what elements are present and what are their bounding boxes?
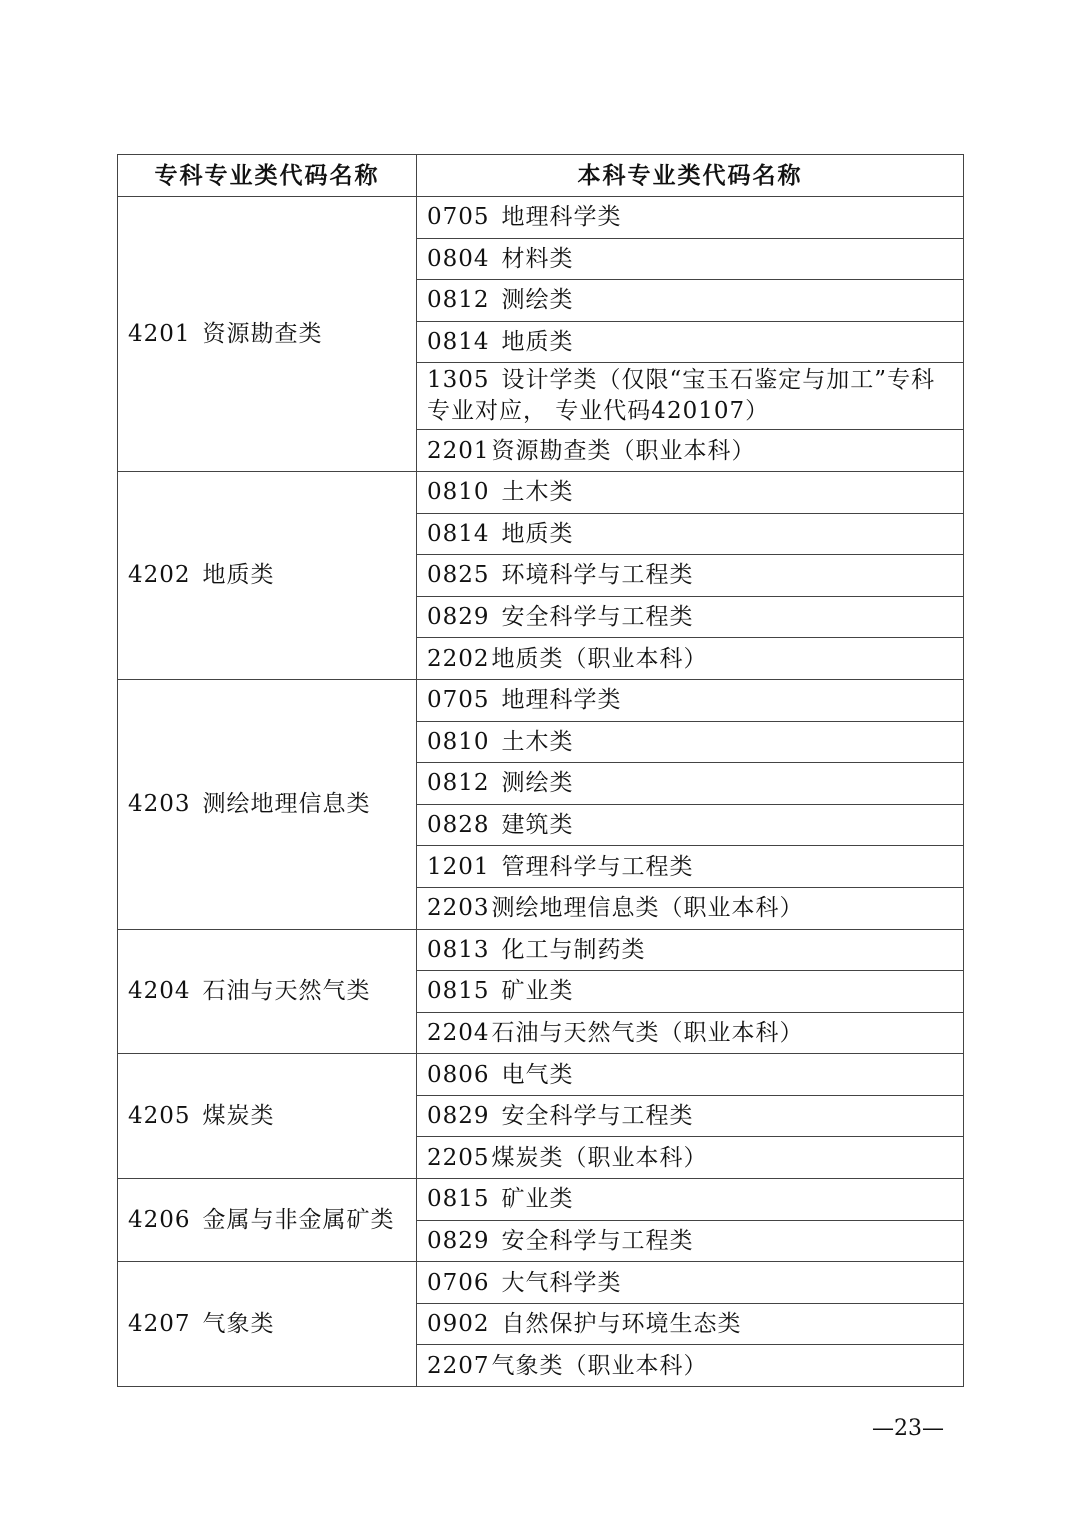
undergraduate-major-cell [417, 1137, 964, 1179]
header-row [118, 155, 964, 197]
undergraduate-major-cell [417, 555, 964, 597]
undergraduate-major-cell [417, 721, 964, 763]
vocational-major-cell [118, 197, 417, 472]
undergraduate-major-cell [417, 513, 964, 555]
undergraduate-major-cell [417, 238, 964, 280]
undergraduate-major-name: 地理科学类 [501, 204, 622, 231]
undergraduate-major-name: 自然保护与环境生态类 [501, 1311, 742, 1338]
undergraduate-major-name: 气象类（职业本科） [491, 1352, 708, 1379]
undergraduate-major-name: 石油与天然气类（职业本科） [491, 1019, 804, 1046]
undergraduate-major-name: 测绘类 [501, 287, 574, 314]
undergraduate-major-name: 测绘类 [501, 770, 574, 797]
undergraduate-major-code: 0815 [427, 978, 490, 1005]
undergraduate-major-name: 矿业类 [501, 1186, 574, 1213]
vocational-major-code: 4202 [128, 562, 191, 589]
undergraduate-major-name: 地质类（职业本科） [491, 645, 708, 672]
undergraduate-major-cell [417, 471, 964, 513]
undergraduate-major-code: 0810 [427, 728, 490, 755]
undergraduate-major-code: 0806 [427, 1061, 490, 1088]
vocational-major-code: 4206 [128, 1207, 191, 1234]
undergraduate-major-code: 0810 [427, 479, 490, 506]
vocational-major-code: 4207 [128, 1311, 191, 1338]
undergraduate-major-name: 资源勘查类（职业本科） [491, 437, 756, 464]
vocational-major-code: 4205 [128, 1103, 191, 1130]
vocational-major-name: 测绘地理信息类 [202, 791, 371, 818]
undergraduate-major-name: 管理科学与工程类 [501, 853, 694, 880]
undergraduate-major-name: 煤炭类（职业本科） [491, 1144, 708, 1171]
undergraduate-major-name: 安全科学与工程类 [501, 1227, 694, 1254]
undergraduate-major-cell [417, 321, 964, 363]
undergraduate-major-cell [417, 363, 964, 430]
undergraduate-major-cell [417, 1345, 964, 1387]
undergraduate-major-name: 测绘地理信息类（职业本科） [491, 895, 804, 922]
undergraduate-major-code: 2203 [427, 895, 490, 922]
undergraduate-major-code: 0902 [427, 1311, 490, 1338]
undergraduate-major-code: 0814 [427, 329, 490, 356]
undergraduate-major-cell [417, 804, 964, 846]
undergraduate-major-code: 0825 [427, 562, 490, 589]
undergraduate-major-code: 0804 [427, 245, 490, 272]
header-vocational: 专科专业类代码名称 [118, 155, 417, 197]
undergraduate-major-name: 大气科学类 [501, 1269, 622, 1296]
undergraduate-major-cell [417, 1054, 964, 1096]
vocational-major-cell [118, 471, 417, 679]
undergraduate-major-cell [417, 846, 964, 888]
table-body [118, 197, 964, 1387]
undergraduate-major-name: 化工与制药类 [501, 936, 646, 963]
undergraduate-major-name: 地质类 [501, 520, 574, 547]
undergraduate-major-cell [417, 887, 964, 929]
undergraduate-major-code: 1201 [427, 853, 490, 880]
undergraduate-major-name: 安全科学与工程类 [501, 1103, 694, 1130]
undergraduate-major-name: 建筑类 [501, 812, 574, 839]
undergraduate-major-code: 0813 [427, 936, 490, 963]
undergraduate-major-code: 0828 [427, 812, 490, 839]
undergraduate-major-cell [417, 1012, 964, 1054]
major-mapping-table [117, 154, 964, 1387]
table-row [118, 679, 964, 721]
undergraduate-major-name: 矿业类 [501, 978, 574, 1005]
undergraduate-major-name: 安全科学与工程类 [501, 604, 694, 631]
undergraduate-major-code: 0815 [427, 1186, 490, 1213]
undergraduate-major-name: 土木类 [501, 479, 574, 506]
table-row [118, 1179, 964, 1221]
table-row [118, 1262, 964, 1304]
vocational-major-name: 煤炭类 [202, 1103, 275, 1130]
undergraduate-major-name: 电气类 [501, 1061, 574, 1088]
undergraduate-major-cell [417, 596, 964, 638]
undergraduate-major-code: 2202 [427, 645, 490, 672]
undergraduate-major-code: 2207 [427, 1352, 490, 1379]
table-row [118, 1054, 964, 1096]
undergraduate-major-code: 2205 [427, 1144, 490, 1171]
undergraduate-major-name: 环境科学与工程类 [501, 562, 694, 589]
undergraduate-major-code: 2204 [427, 1019, 490, 1046]
undergraduate-major-cell [417, 430, 964, 472]
undergraduate-major-cell [417, 1179, 964, 1221]
vocational-major-cell [118, 1179, 417, 1262]
undergraduate-major-code: 0829 [427, 604, 490, 631]
undergraduate-major-name: 地理科学类 [501, 687, 622, 714]
header-undergraduate: 本科专业类代码名称 [417, 155, 964, 197]
undergraduate-major-cell [417, 1262, 964, 1304]
undergraduate-major-code: 0705 [427, 204, 490, 231]
undergraduate-major-cell [417, 197, 964, 239]
undergraduate-major-code: 0705 [427, 687, 490, 714]
vocational-major-code: 4201 [128, 320, 191, 347]
undergraduate-major-code: 0812 [427, 770, 490, 797]
table-row [118, 929, 964, 971]
vocational-major-cell [118, 1054, 417, 1179]
vocational-major-cell [118, 679, 417, 929]
undergraduate-major-cell [417, 971, 964, 1013]
undergraduate-major-cell [417, 763, 964, 805]
vocational-major-name: 资源勘查类 [202, 320, 323, 347]
vocational-major-name: 气象类 [202, 1311, 275, 1338]
table-row [118, 471, 964, 513]
undergraduate-major-code: 0812 [427, 287, 490, 314]
undergraduate-major-cell [417, 638, 964, 680]
vocational-major-code: 4204 [128, 978, 191, 1005]
undergraduate-major-code: 0706 [427, 1269, 490, 1296]
undergraduate-major-code: 0829 [427, 1103, 490, 1130]
undergraduate-major-name: 材料类 [501, 245, 574, 272]
vocational-major-name: 石油与天然气类 [202, 978, 371, 1005]
vocational-major-cell [118, 1262, 417, 1387]
undergraduate-major-name: 地质类 [501, 329, 574, 356]
undergraduate-major-code: 1305 [427, 367, 490, 394]
undergraduate-major-cell [417, 1095, 964, 1137]
vocational-major-code: 4203 [128, 791, 191, 818]
table-row [118, 197, 964, 239]
undergraduate-major-name: 设计学类（仅限“宝玉石鉴定与加工”专科专业对应， 专业代码420107） [427, 367, 936, 425]
undergraduate-major-code: 0814 [427, 520, 490, 547]
vocational-major-name: 地质类 [202, 562, 275, 589]
undergraduate-major-cell [417, 929, 964, 971]
undergraduate-major-name: 土木类 [501, 728, 574, 755]
undergraduate-major-cell [417, 280, 964, 322]
undergraduate-major-cell [417, 679, 964, 721]
undergraduate-major-code: 2201 [427, 437, 490, 464]
vocational-major-cell [118, 929, 417, 1054]
undergraduate-major-cell [417, 1220, 964, 1262]
undergraduate-major-cell [417, 1303, 964, 1345]
vocational-major-name: 金属与非金属矿类 [202, 1207, 395, 1234]
page-number: —23— [872, 1416, 944, 1441]
undergraduate-major-code: 0829 [427, 1227, 490, 1254]
